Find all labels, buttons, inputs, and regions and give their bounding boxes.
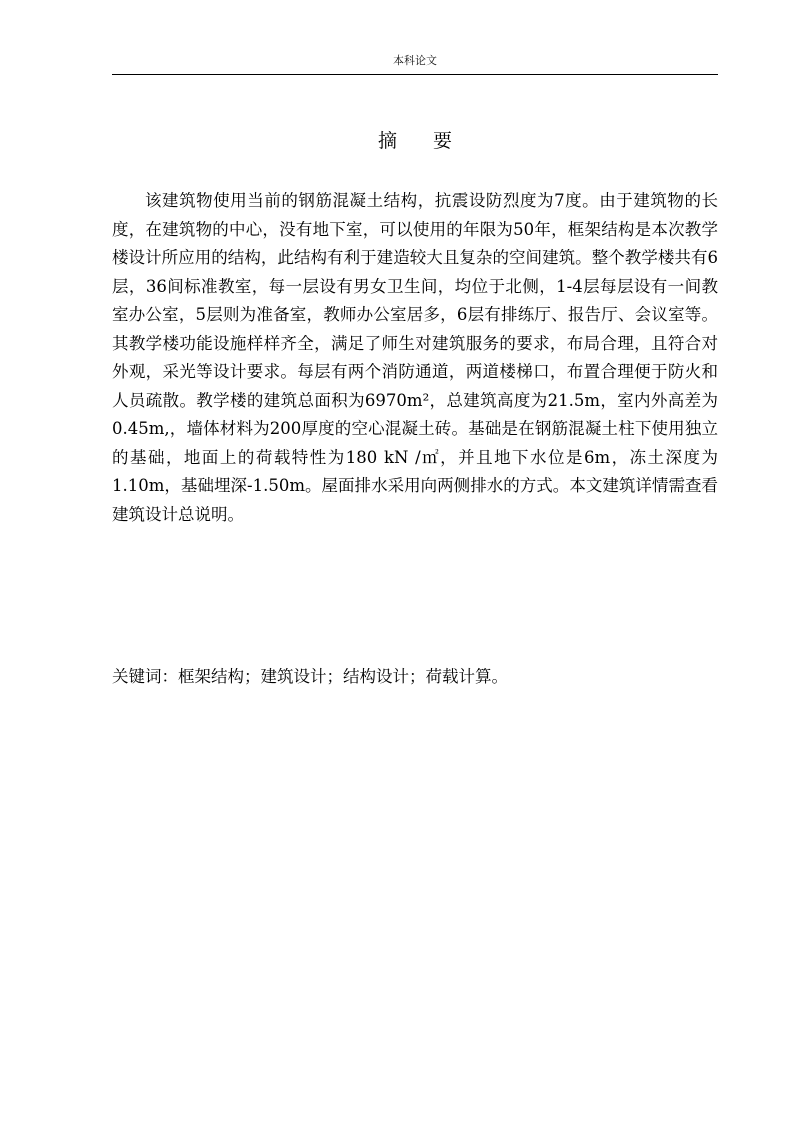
abstract-title: 摘要 xyxy=(377,130,488,152)
keywords-line xyxy=(112,663,718,691)
abstract-body: 该建筑物使用当前的钢筋混凝土结构，抗震设防烈度为7度。由于建筑物的长度，在建筑物的中心，没有地下室，可以使用的年限为50年，框架结构是本次教学楼设计所应用的结构，此结构有利于建造较大且复杂的空间建筑。整个教学楼共有6层，36间标准教室，每一层设有男女卫生间，均位于北侧，1-4层每层设有一间教室办公室，5层则为准备室，教师办公室居多，6层有排练厅、报告厅、会议室等。其教学楼功能设施样样齐全，满足了师生对建筑服务的要求，布局合理，且符合对外观，采光等设计要求。每层有两个消防通道，两道楼梯口，布置合理便于防火和人员疏散。教学楼的建筑总面积为6970m²，总建筑高度为21.5m，室内外高差为0.45m,，墙体材料为200厚度的空心混凝土砖。基础是在钢筋混凝土柱下使用独立的基础，地面上的荷载特性为180 kN /㎡，并且地下水位是6m，冻土深度为1.10m，基础埋深-1.50m。屋面排水采用向两侧排水的方式。本文建筑详情需查看建筑设计总说明。 xyxy=(112,191,718,524)
keywords-text: 框架结构；建筑设计；结构设计；荷载计算。 xyxy=(178,667,508,686)
keywords-label: 关键词： xyxy=(112,667,178,686)
running-header: 本科论文 xyxy=(393,54,437,67)
header-rule xyxy=(112,74,718,75)
